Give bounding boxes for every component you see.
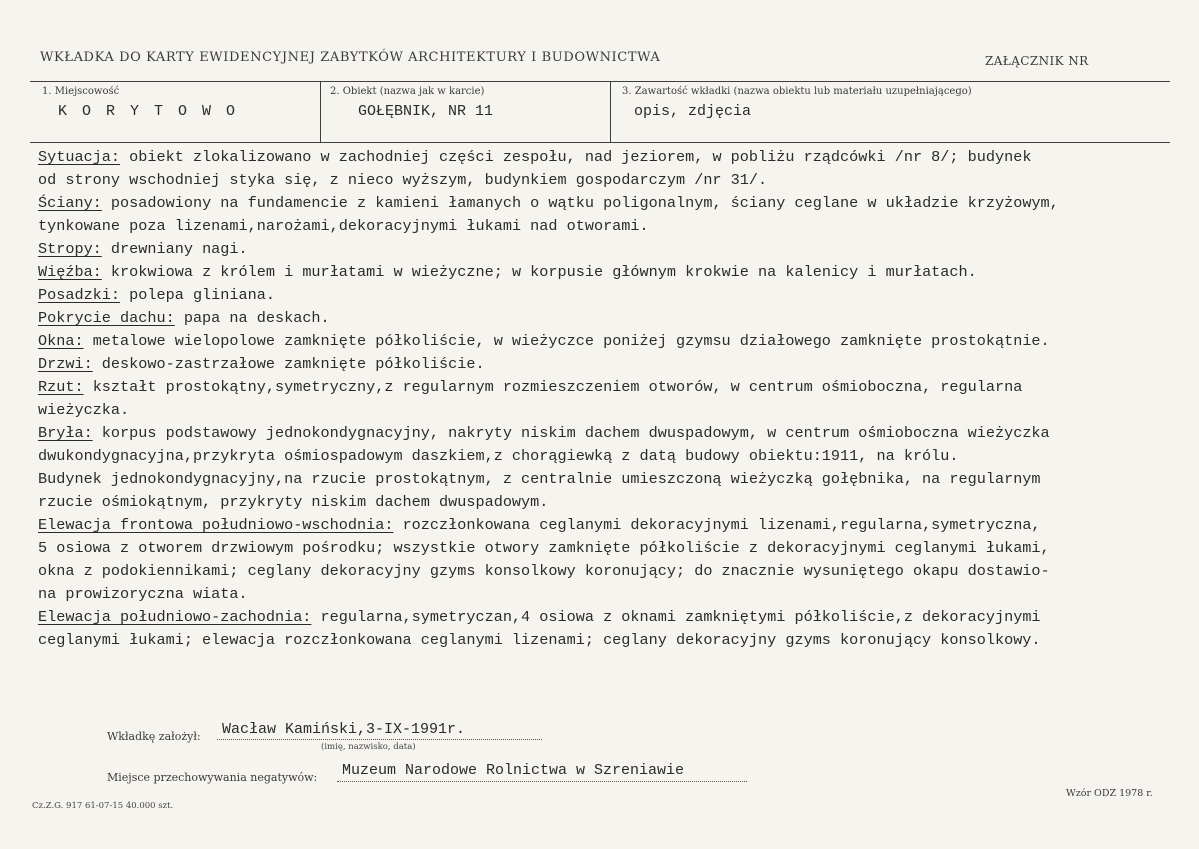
field-divider: [320, 82, 321, 142]
attachment-number-label: ZAŁĄCZNIK NR: [985, 54, 1089, 68]
description-body: [38, 146, 1198, 652]
section-label: Stropy:: [38, 240, 102, 258]
description-line: [38, 284, 1198, 307]
section-label: Bryła:: [38, 424, 93, 442]
description-line: [38, 192, 1198, 215]
description-line: [38, 307, 1198, 330]
locality-value: K O R Y T O W O: [58, 103, 239, 120]
negatives-location-value: Muzeum Narodowe Rolnictwa w Szreniawie: [342, 762, 685, 779]
section-text: krokwiowa z królem i murłatami w wieżyczne; w korpusie głównym krokwie na kalenicy i murłatach.: [101, 263, 977, 281]
description-line: [38, 537, 1198, 560]
field-divider: [610, 82, 611, 142]
section-text: wieżyczka.: [38, 401, 130, 419]
header-fields: [30, 81, 1170, 143]
section-text: regularna,symetryczan,4 osiowa z oknami zamkniętymi półkoliście,z dekoracyjnymi: [311, 608, 1041, 626]
created-by-label: Wkładkę założył:: [107, 730, 201, 743]
description-line: [38, 330, 1198, 353]
section-text: 5 osiowa z otworem drzwiowym pośrodku; wszystkie otwory zamknięte półkoliście z dekoracyjnymi ceglanymi łukami,: [38, 539, 1050, 557]
print-code: Cz.Z.G. 917 61-07-15 40.000 szt.: [32, 801, 174, 811]
section-text: korpus podstawowy jednokondygnacyjny, nakryty niskim dachem dwuspadowym, w centrum ośmioboczna wieżyczka: [92, 424, 1050, 442]
description-line: [38, 422, 1198, 445]
contents-value: opis, zdjęcia: [634, 103, 752, 120]
section-text: obiekt zlokalizowano w zachodniej części zespołu, nad jeziorem, w pobliżu rządcówki /nr 8/; budynek: [120, 148, 1032, 166]
section-label: Rzut:: [38, 378, 84, 396]
section-label: Pokrycie dachu:: [38, 309, 175, 327]
form-template: Wzór ODZ 1978 r.: [1066, 788, 1153, 799]
section-text: kształt prostokątny,symetryczny,z regularnym rozmieszczeniem otworów, w centrum ośmioboczna, regularna: [83, 378, 1023, 396]
form-title: WKŁADKA DO KARTY EWIDENCYJNEJ ZABYTKÓW ARCHITEKTURY I BUDOWNICTWA: [40, 50, 661, 65]
section-text: polepa gliniana.: [120, 286, 275, 304]
section-label: Elewacja frontowa południowo-wschodnia:: [38, 516, 394, 534]
section-text: rozczłonkowana ceglanymi dekoracyjnymi lizenami,regularna,symetryczna,: [393, 516, 1041, 534]
description-line: [38, 445, 1198, 468]
description-line: [38, 514, 1198, 537]
description-line: [38, 376, 1198, 399]
section-label: Sytuacja:: [38, 148, 121, 166]
section-label: Elewacja południowo-zachodnia:: [38, 608, 312, 626]
section-text: tynkowane poza lizenami,narożami,dekoracyjnymi łukami nad otworami.: [38, 217, 649, 235]
negatives-location-line: [337, 781, 747, 782]
description-line: [38, 560, 1198, 583]
description-line: [38, 353, 1198, 376]
section-text: deskowo-zastrzałowe zamknięte półkoliście.: [92, 355, 485, 373]
section-label: Drzwi:: [38, 355, 93, 373]
description-line: [38, 399, 1198, 422]
description-line: [38, 468, 1198, 491]
description-line: [38, 261, 1198, 284]
created-by-value: Wacław Kamiński,3-IX-1991r.: [222, 721, 466, 738]
section-label: Więźba:: [38, 263, 102, 281]
description-line: [38, 169, 1198, 192]
section-text: na prowizoryczna wiata.: [38, 585, 248, 603]
created-by-line: [217, 739, 542, 740]
section-label: Posadzki:: [38, 286, 121, 304]
section-text: posadowiony na fundamencie z kamieni łamanych o wątku poligonalnym, ściany ceglane w układzie krzyżowym,: [101, 194, 1059, 212]
section-text: drewniany nagi.: [101, 240, 248, 258]
section-text: papa na deskach.: [174, 309, 330, 327]
description-line: [38, 491, 1198, 514]
object-value: GOŁĘBNIK, NR 11: [358, 103, 494, 120]
contents-label: 3. Zawartość wkładki (nazwa obiektu lub materiału uzupełniającego): [622, 86, 972, 97]
section-text: rzucie ośmiokątnym, przykryty niskim dachem dwuspadowym.: [38, 493, 549, 511]
description-line: [38, 146, 1198, 169]
description-line: [38, 215, 1198, 238]
description-line: [38, 238, 1198, 261]
description-line: [38, 606, 1198, 629]
section-text: metalowe wielopolowe zamknięte półkoliście, w wieżyczce poniżej gzymsu działowego zamknięte prostokątnie.: [83, 332, 1050, 350]
section-text: okna z podokiennikami; ceglany dekoracyjny gzyms konsolkowy koronujący; do znacznie wysuniętego okapu dostawio-: [38, 562, 1050, 580]
section-text: dwukondygnacyjna,przykryta ośmiospadowym daszkiem,z chorągiewką z datą budowy obiektu:1911, na królu.: [38, 447, 959, 465]
object-label: 2. Obiekt (nazwa jak w karcie): [330, 86, 485, 97]
section-label: Okna:: [38, 332, 84, 350]
section-text: od strony wschodniej styka się, z nieco wyższym, budynkiem gospodarczym /nr 31/.: [38, 171, 768, 189]
section-text: Budynek jednokondygnacyjny,na rzucie prostokątnym, z centralnie umieszczoną wieżyczką gołębnika, na regularnym: [38, 470, 1041, 488]
description-line: [38, 583, 1198, 606]
created-by-hint: (imię, nazwisko, data): [321, 742, 416, 752]
negatives-location-label: Miejsce przechowywania negatywów:: [107, 771, 318, 784]
description-line: [38, 629, 1198, 652]
locality-label: 1. Miejscowość: [42, 86, 120, 97]
section-text: ceglanymi łukami; elewacja rozczłonkowana ceglanymi lizenami; ceglany dekoracyjny gzyms koronujący konsolkowy.: [38, 631, 1041, 649]
section-label: Ściany:: [38, 194, 102, 212]
